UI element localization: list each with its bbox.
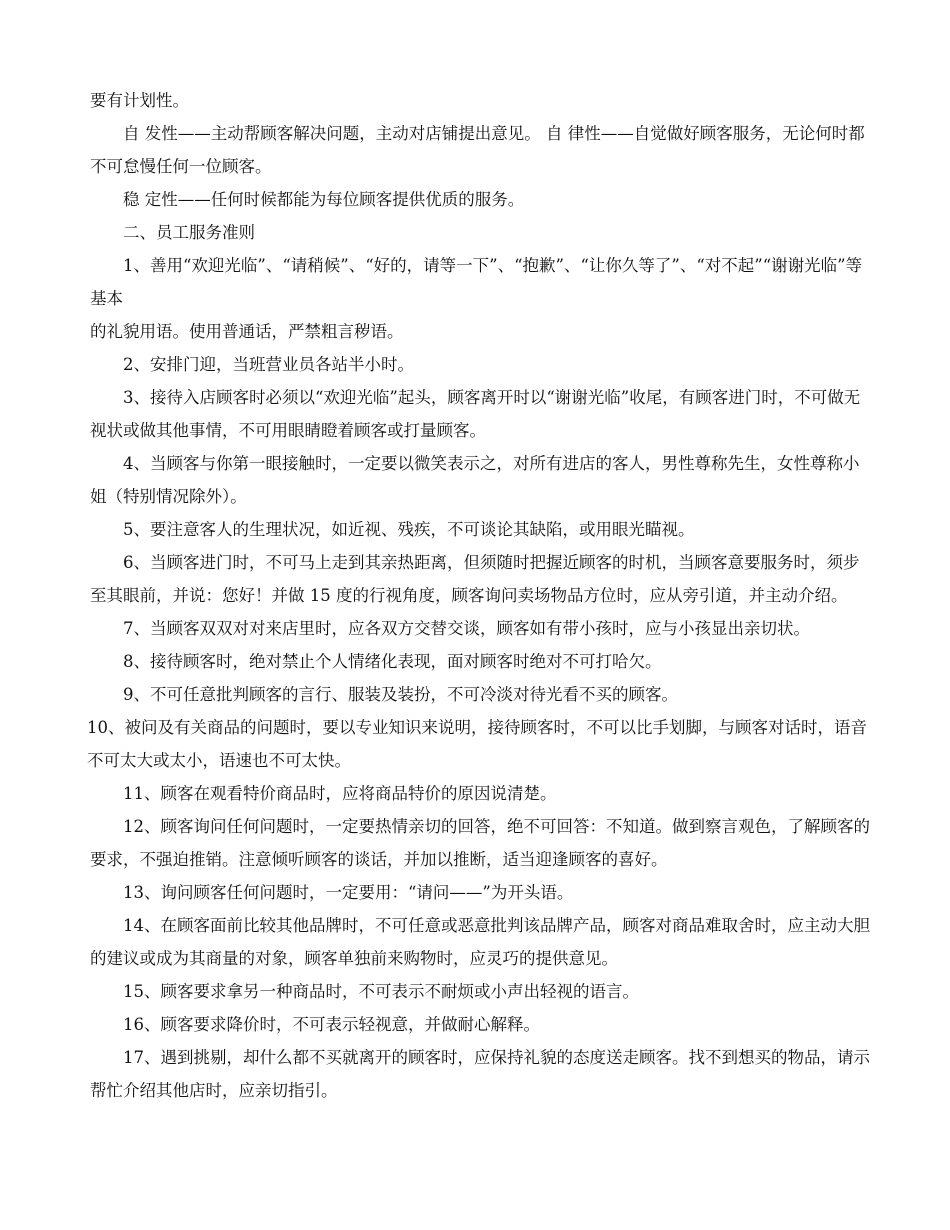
rule-13: 13、询问顾客任何问题时，一定要用：“请问——”为开头语。 xyxy=(123,883,574,902)
rule-8: 8、接待顾客时，绝对禁止个人情绪化表现，面对顾客时绝对不可打哈欠。 xyxy=(123,652,662,671)
rule-15: 15、顾客要求拿另一种商品时，不可表示不耐烦或小声出轻视的语言。 xyxy=(123,982,639,1001)
rule-2: 2、安排门迎，当班营业员各站半小时。 xyxy=(123,355,414,374)
paragraph-stability: 稳 定性——任何时候都能为每位顾客提供优质的服务。 xyxy=(123,190,525,209)
rule-1-continued: 的礼貌用语。使用普通话，严禁粗言秽语。 xyxy=(90,322,404,341)
section-heading-service-rules: 二、员工服务准则 xyxy=(123,223,255,242)
rule-11: 11、顾客在观看特价商品时，应将商品特价的原因说清楚。 xyxy=(123,784,557,803)
rule-6: 6、当顾客进门时，不可马上走到其亲热距离，但须随时把握近顾客的时机，当顾客意要服务时，须步至其眼前，并说：您好！并做 15 度的行视角度，顾客询问卖场物品方位时，应从旁引道，并主动介绍。 xyxy=(90,553,860,605)
rule-16: 16、顾客要求降价时，不可表示轻视意，并做耐心解释。 xyxy=(123,1015,540,1034)
rule-12: 12、顾客询问任何问题时，一定要热情亲切的回答，绝不可回答：不知道。做到察言观色，了解顾客的要求，不强迫推销。注意倾听顾客的谈话，并加以推断，适当迎逢顾客的喜好。 xyxy=(90,817,870,869)
rule-3: 3、接待入店顾客时必须以“欢迎光临”起头，顾客离开时以“谢谢光临”收尾，有顾客进门时，不可做无视状或做其他事情，不可用眼睛瞪着顾客或打量顾客。 xyxy=(90,388,861,440)
rule-4: 4、当顾客与你第一眼接触时，一定要以微笑表示之，对所有进店的客人，男性尊称先生，女性尊称小姐（特别情况除外）。 xyxy=(90,454,860,506)
paragraph-self-motivation: 自 发性——主动帮顾客解决问题，主动对店铺提出意见。 自 律性——自觉做好顾客服务，无论何时都不可怠慢任何一位顾客。 xyxy=(90,124,865,176)
rule-5: 5、要注意客人的生理状况，如近视、残疾，不可谈论其缺陷，或用眼光瞄视。 xyxy=(123,520,695,539)
paragraph-planning: 要有计划性。 xyxy=(90,91,189,110)
rule-1: 1、善用“欢迎光临”、“请稍候”、“好的，请等一下”、“抱歉”、“让你久等了”、“对不起”“谢谢光临”等基本 xyxy=(90,256,863,308)
rule-17: 17、遇到挑剔，却什么都不买就离开的顾客时，应保持礼貌的态度送走顾客。找不到想买的物品，请示帮忙介绍其他店时，应亲切指引。 xyxy=(90,1048,870,1100)
rule-9: 9、不可任意批判顾客的言行、服装及装扮，不可冷淡对待光看不买的顾客。 xyxy=(123,685,678,704)
rule-14: 14、在顾客面前比较其他品牌时，不可任意或恶意批判该品牌产品，顾客对商品难取舍时，应主动大胆的建议或成为其商量的对象，顾客单独前来购物时，应灵巧的提供意见。 xyxy=(90,916,870,968)
document-body xyxy=(87,84,870,1107)
rule-10: 10、被问及有关商品的问题时，要以专业知识来说明，接待顾客时，不可以比手划脚，与顾客对话时，语音不可太大或太小，语速也不可太快。 xyxy=(87,718,867,770)
rule-7: 7、当顾客双双对对来店里时，应各双方交替交谈，顾客如有带小孩时，应与小孩显出亲切状。 xyxy=(123,619,810,638)
